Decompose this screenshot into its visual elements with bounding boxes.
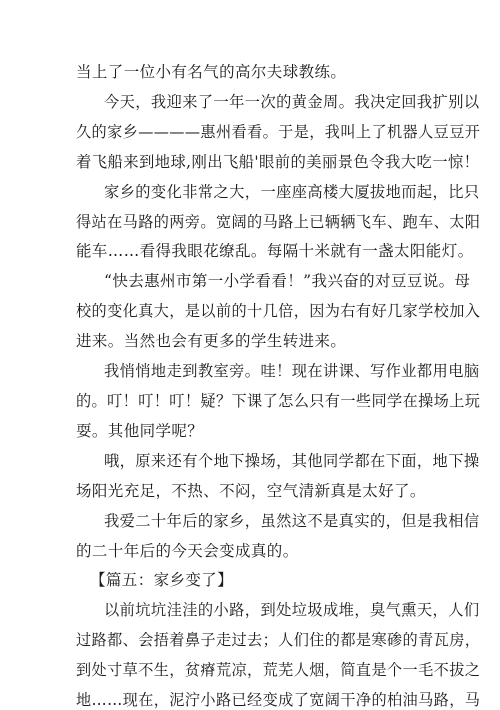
text-line: 能车……看得我眼花缭乱。每隔十米就有一盏太阳能灯。 bbox=[76, 242, 474, 261]
text-line: 场阳光充足，不热、不闷，空气清新真是太好了。 bbox=[76, 481, 426, 500]
paragraph-first-line: 家乡的变化非常之大，一座座高楼大厦拔地而起，比只 bbox=[104, 182, 480, 201]
text-line: 过路都、会捂着鼻子走过去；人们住的都是寒碜的青瓦房， bbox=[76, 631, 481, 650]
text-line: 耍。其他同学呢？ bbox=[76, 421, 204, 440]
text-line: 地……现在，泥泞小路已经变成了宽阔干净的柏油马路，马 bbox=[76, 691, 481, 709]
paragraph-first-line: 我悄悄地走到教室旁。哇！现在讲课、写作业都用电脑 bbox=[104, 362, 480, 380]
text-line: 的。叮！叮！叮！疑？下课了怎么只有一些同学在操场上玩 bbox=[76, 392, 481, 410]
text-line: 进来。当然也会有更多的学生转进来。 bbox=[76, 332, 347, 351]
text-line: 的二十年后的今天会变成真的。 bbox=[76, 541, 299, 560]
paragraph-first-line: 以前坑坑洼洼的小路，到处垃圾成堆，臭气熏天，人们 bbox=[104, 601, 480, 620]
paragraph-first-line: 今天，我迎来了一年一次的黄金周。我决定回我扩别以 bbox=[104, 92, 480, 111]
text-line: 得站在马路的两旁。宽阔的马路上已辆辆飞车、跑车、太阳 bbox=[76, 212, 481, 231]
section-heading: 【篇五：家乡变了】 bbox=[90, 571, 234, 590]
text-line: 着飞船来到地球,刚出飞船'眼前的美丽景色令我大吃一惊！ bbox=[76, 152, 480, 171]
text-line: 久的家乡————惠州看看。于是，我叫上了机器人豆豆开 bbox=[76, 122, 481, 141]
paragraph-first-line: 哦，原来还有个地下操场，其他同学都在下面，地下操 bbox=[104, 451, 480, 470]
paragraph-first-line: 我爱二十年后的家乡，虽然这不是真实的，但是我相信 bbox=[104, 511, 480, 530]
text-line: 到处寸草不生，贫瘠荒凉，荒芜人烟，简直是个一毛不拔之 bbox=[76, 661, 481, 680]
paragraph-first-line: “快去惠州市第一小学看看！”我兴奋的对豆豆说。母 bbox=[104, 272, 471, 291]
text-line: 当上了一位小有名气的高尔夫球教练。 bbox=[76, 63, 347, 81]
text-line: 校的变化真大，是以前的十几倍，因为右有好几家学校加入 bbox=[76, 302, 481, 321]
